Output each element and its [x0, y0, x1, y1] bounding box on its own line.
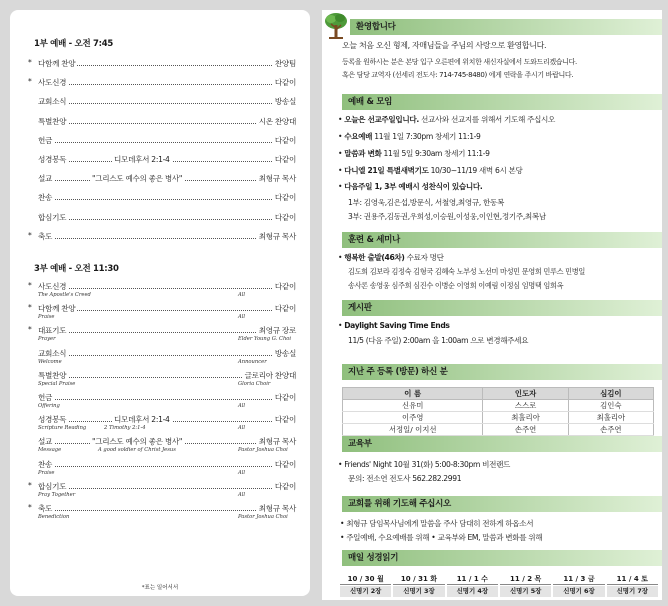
- prayer-line-2: • 주일예배, 수요예배를 위해 • 교육부와 EM, 말씀과 변화를 위해: [340, 533, 543, 542]
- standing-mark: *: [28, 303, 32, 313]
- order-item-english: [38, 470, 296, 478]
- order-item-leader: 다같이: [274, 282, 296, 291]
- order-item-name: 성경봉독: [38, 155, 67, 164]
- leader-dots: [38, 459, 296, 467]
- order-item-leader: 최형규 목사: [258, 437, 296, 447]
- cell: 신유미: [343, 400, 483, 412]
- communion-servers-3: 3부: 권용주,김동권,우희성,이승원,이성웅,이인현,정기주,최복남: [348, 212, 546, 221]
- order-item-name: 헌금: [38, 393, 53, 402]
- order-item-leader: 다같이: [274, 459, 296, 469]
- order-item-english: [38, 447, 296, 455]
- order-item-english: [38, 381, 296, 389]
- order-item-detail: 디모데후서 2:1-4: [114, 155, 170, 164]
- table-row: [343, 412, 654, 424]
- training-item-1: • 행복한 출발(46차) 수료자 명단: [338, 253, 444, 262]
- worship-item-2: • 수요예배 11월 1일 7:30pm 창세기 11:1-9: [338, 132, 481, 141]
- order-item-name: 찬송: [38, 193, 53, 203]
- english-name: Welcome: [38, 358, 62, 365]
- order-item-name: 헌금: [38, 135, 53, 145]
- order-item-leader: 다같이: [274, 193, 296, 203]
- standing-mark: *: [28, 281, 32, 290]
- registration-table: [342, 387, 654, 436]
- order-item-name: 합심기도: [38, 481, 67, 491]
- english-name: Offering: [38, 403, 60, 409]
- english-leader: All: [238, 469, 246, 476]
- order-item-leader: 다같이: [274, 415, 296, 425]
- order-item-leader: 다같이: [274, 135, 296, 145]
- order-item: [28, 230, 296, 243]
- order-item-leader: 다같이: [274, 304, 296, 314]
- reading-day: 10 / 31 화 신명기 3장: [393, 574, 444, 597]
- english-leader: All: [238, 403, 246, 409]
- leader-dots: [38, 281, 296, 289]
- cell: 최홀리아: [568, 412, 653, 424]
- order-item-name: 설교: [38, 437, 53, 447]
- service3-title: 3부 예배 - 오전 11:30: [34, 264, 119, 274]
- order-item-leader: 방송실: [274, 348, 296, 358]
- leader-dots: [38, 392, 296, 400]
- order-item-leader: 최형규 목사: [258, 504, 296, 513]
- order-item-name: 교회소식: [38, 348, 67, 358]
- order-item-leader: 다같이: [274, 393, 296, 402]
- leader-dots: [38, 481, 296, 489]
- english-name: The Apostle's Creed: [38, 292, 91, 298]
- order-item-leader: 찬양팀: [274, 59, 296, 68]
- leader-dots: [38, 212, 296, 220]
- order-item-name: 축도: [38, 504, 53, 513]
- english-leader: Announcer: [238, 358, 267, 365]
- order-item: [34, 96, 296, 108]
- order-item-detail: 디모데후서 2:1-4: [114, 415, 170, 425]
- english-detail: A good soldier of Christ Jesus: [98, 447, 176, 454]
- order-item-name: 찬송: [38, 459, 53, 469]
- cell: 손주연: [568, 424, 653, 436]
- bulletin-right-page: [322, 10, 662, 600]
- graduates-line-2: 송사론 송영웅 심주희 심진수 이병순 이영희 이예림 이정심 임명택 임희옥: [348, 281, 564, 290]
- order-item-leader: 다같이: [274, 481, 296, 491]
- order-item: [34, 154, 296, 166]
- order-item-english: [38, 359, 296, 367]
- registration-heading: 지난 주 등록 (방문) 하신 분: [342, 364, 662, 380]
- worship-item-1: • 오늘은 선교주일입니다. 선교사와 선교지를 위해서 기도해 주십시오: [338, 115, 555, 124]
- bulletin-left-page: [10, 10, 310, 596]
- order-item-leader: 글로리아 찬양대: [244, 370, 296, 380]
- standing-mark: *: [28, 77, 32, 87]
- english-name: Benediction: [38, 514, 70, 520]
- english-detail: 2 Timothy 2:1-4: [104, 425, 146, 432]
- communion-servers-1: 1부: 김영욱,김은섭,방문식, 서철영,최영규, 한동복: [348, 198, 504, 207]
- english-leader: All: [238, 314, 246, 321]
- order-item-name: 다함께 찬양: [38, 59, 76, 68]
- english-name: Scripture Reading: [38, 425, 87, 432]
- prayer-line-1: • 최형규 담임목사님에게 말씀을 주사 담대히 전하게 하옵소서: [340, 519, 534, 528]
- order-item-name: 대표기도: [38, 326, 67, 336]
- order-item: [34, 135, 296, 147]
- leader-dots: [38, 77, 296, 85]
- order-item-leader: 방송실: [274, 97, 296, 107]
- standing-mark: *: [28, 325, 32, 335]
- english-name: Prayer: [38, 336, 56, 343]
- worship-item-3: • 말씀과 변화 11월 5일 9:30am 창세기 11:1-9: [338, 149, 490, 158]
- order-item-name: 합심기도: [38, 212, 67, 222]
- order-item-leader: 최영규 장로: [258, 326, 296, 336]
- order-item-name: 사도신경: [38, 282, 67, 291]
- order-item-detail: "그리스도 예수의 좋은 병사": [92, 437, 183, 447]
- order-item: [34, 173, 296, 185]
- board-item-1: • Daylight Saving Time Ends: [338, 321, 450, 330]
- english-leader: Gloria Choir: [238, 380, 271, 387]
- welcome-line-3: 혹은 담당 교역자 (선세리 전도사: 714-745-8480) 에게 연락을 주시기 바랍니다.: [342, 71, 574, 79]
- cell: 서정일/ 이지선: [343, 424, 483, 436]
- prayer-heading: 교회를 위해 기도해 주십시오: [342, 496, 662, 512]
- order-item-english: [38, 514, 296, 522]
- col-name: 이 름: [343, 388, 483, 400]
- cell: 이주영: [343, 412, 483, 424]
- service1-title: 1부 예배 - 오전 7:45: [34, 39, 113, 49]
- english-name: Praise: [38, 314, 55, 321]
- english-leader: All: [238, 491, 246, 498]
- order-item-leader: 최형규 목사: [258, 231, 296, 241]
- order-item: [28, 77, 296, 89]
- cell: 김인숙: [568, 400, 653, 412]
- welcome-line-1: 오늘 처음 오신 형제, 자매님들을 주님의 사랑으로 환영합니다.: [342, 41, 547, 50]
- order-item: [34, 192, 296, 204]
- english-leader: Elder Young G. Choi: [238, 336, 292, 343]
- board-detail: 11/5 (다음 주일) 2:00am 을 1:00am 으로 변경해주세요: [348, 336, 529, 345]
- order-item-name: 교회소식: [38, 97, 67, 107]
- reading-heading: 매일 성경읽기: [342, 550, 662, 566]
- order-item: [34, 212, 296, 224]
- reading-day: 11 / 4 토 신명기 7장: [607, 574, 658, 597]
- standing-mark: *: [28, 58, 32, 67]
- tree-icon: [324, 12, 348, 40]
- english-leader: Pastor Joshua Choi: [238, 447, 288, 454]
- reading-day: 10 / 30 월 신명기 2장: [340, 574, 391, 597]
- english-name: Praise: [38, 469, 55, 476]
- standing-footnote: *표는 일어서서: [141, 585, 179, 591]
- welcome-line-2: 등록을 원하시는 분은 본당 입구 오른편에 위치한 새신자실에서 도와드리겠습니다.: [342, 58, 577, 66]
- reading-day: 11 / 2 목 신명기 5장: [500, 574, 551, 597]
- board-heading: 게시판: [342, 300, 662, 316]
- leader-dots: [38, 96, 296, 104]
- cell: 스스로: [483, 400, 568, 412]
- table-header-row: [343, 388, 654, 400]
- standing-mark: *: [28, 480, 32, 490]
- order-item-english: [38, 403, 296, 411]
- cell: 최홀리아: [483, 412, 568, 424]
- worship-item-5: • 다음주일 1, 3부 예배시 성찬식이 있습니다.: [338, 182, 483, 191]
- reading-day: 11 / 1 수 신명기 4장: [447, 574, 498, 597]
- order-item-name: 성경봉독: [38, 415, 67, 425]
- col-guide: 인도자: [483, 388, 568, 400]
- order-item: [28, 58, 296, 70]
- order-item-leader: 시온 찬양대: [258, 116, 296, 126]
- english-leader: Pastor Joshua Choi: [238, 514, 288, 520]
- order-item-name: 특별찬양: [38, 116, 67, 126]
- leader-dots: [38, 135, 296, 143]
- table-row: [343, 400, 654, 412]
- order-item-detail: "그리스도 예수의 좋은 병사": [92, 174, 183, 184]
- worship-heading: 예배 & 모임: [342, 94, 662, 110]
- order-item-leader: 최형규 목사: [258, 174, 296, 184]
- graduates-line-1: 김도희 김보라 김정숙 김형국 김혜숙 노부성 노선미 마성민 문영희 민루스 민병일: [348, 267, 585, 276]
- education-heading: 교육부: [342, 436, 662, 452]
- order-item-english: [38, 336, 296, 344]
- order-item-leader: 다같이: [274, 212, 296, 222]
- order-item-english: [38, 425, 296, 433]
- leader-dots: [38, 348, 296, 356]
- english-name: Special Praise: [38, 380, 76, 387]
- order-item-name: 특별찬양: [38, 370, 67, 380]
- english-name: Pray Together: [38, 491, 76, 498]
- order-item: [34, 116, 296, 128]
- order-item-leader: 다같이: [274, 155, 296, 164]
- col-helper: 심김이: [568, 388, 653, 400]
- order-item-name: 다함께 찬양: [38, 304, 76, 314]
- order-item-leader: 다같이: [274, 78, 296, 88]
- english-name: Message: [38, 447, 62, 454]
- order-item-name: 축도: [38, 231, 53, 241]
- table-row: [343, 424, 654, 436]
- education-item-1: • Friends' Night 10월 31(화) 5:00-8:30pm 비전랜드: [338, 460, 511, 469]
- order-item-english: [38, 292, 296, 300]
- order-item-name: 설교: [38, 174, 53, 184]
- english-leader: All: [238, 425, 246, 432]
- leader-dots: [38, 192, 296, 200]
- cell: 손주연: [483, 424, 568, 436]
- education-contact: 문의: 전소연 전도사 562.282.2991: [348, 474, 462, 483]
- standing-mark: *: [28, 230, 32, 240]
- worship-item-4: • 다니엘 21일 특별새벽기도 10/30~11/19 새벽 6시 본당: [338, 166, 523, 175]
- standing-mark: *: [28, 503, 32, 512]
- order-item-english: [38, 492, 296, 500]
- welcome-heading: 환영합니다: [350, 19, 662, 35]
- order-item-name: 사도신경: [38, 78, 67, 88]
- order-item-english: [38, 314, 296, 322]
- english-leader: All: [238, 292, 246, 298]
- reading-schedule: [340, 574, 658, 597]
- training-heading: 훈련 & 세미나: [342, 232, 662, 248]
- reading-day: 11 / 3 금 신명기 6장: [553, 574, 604, 597]
